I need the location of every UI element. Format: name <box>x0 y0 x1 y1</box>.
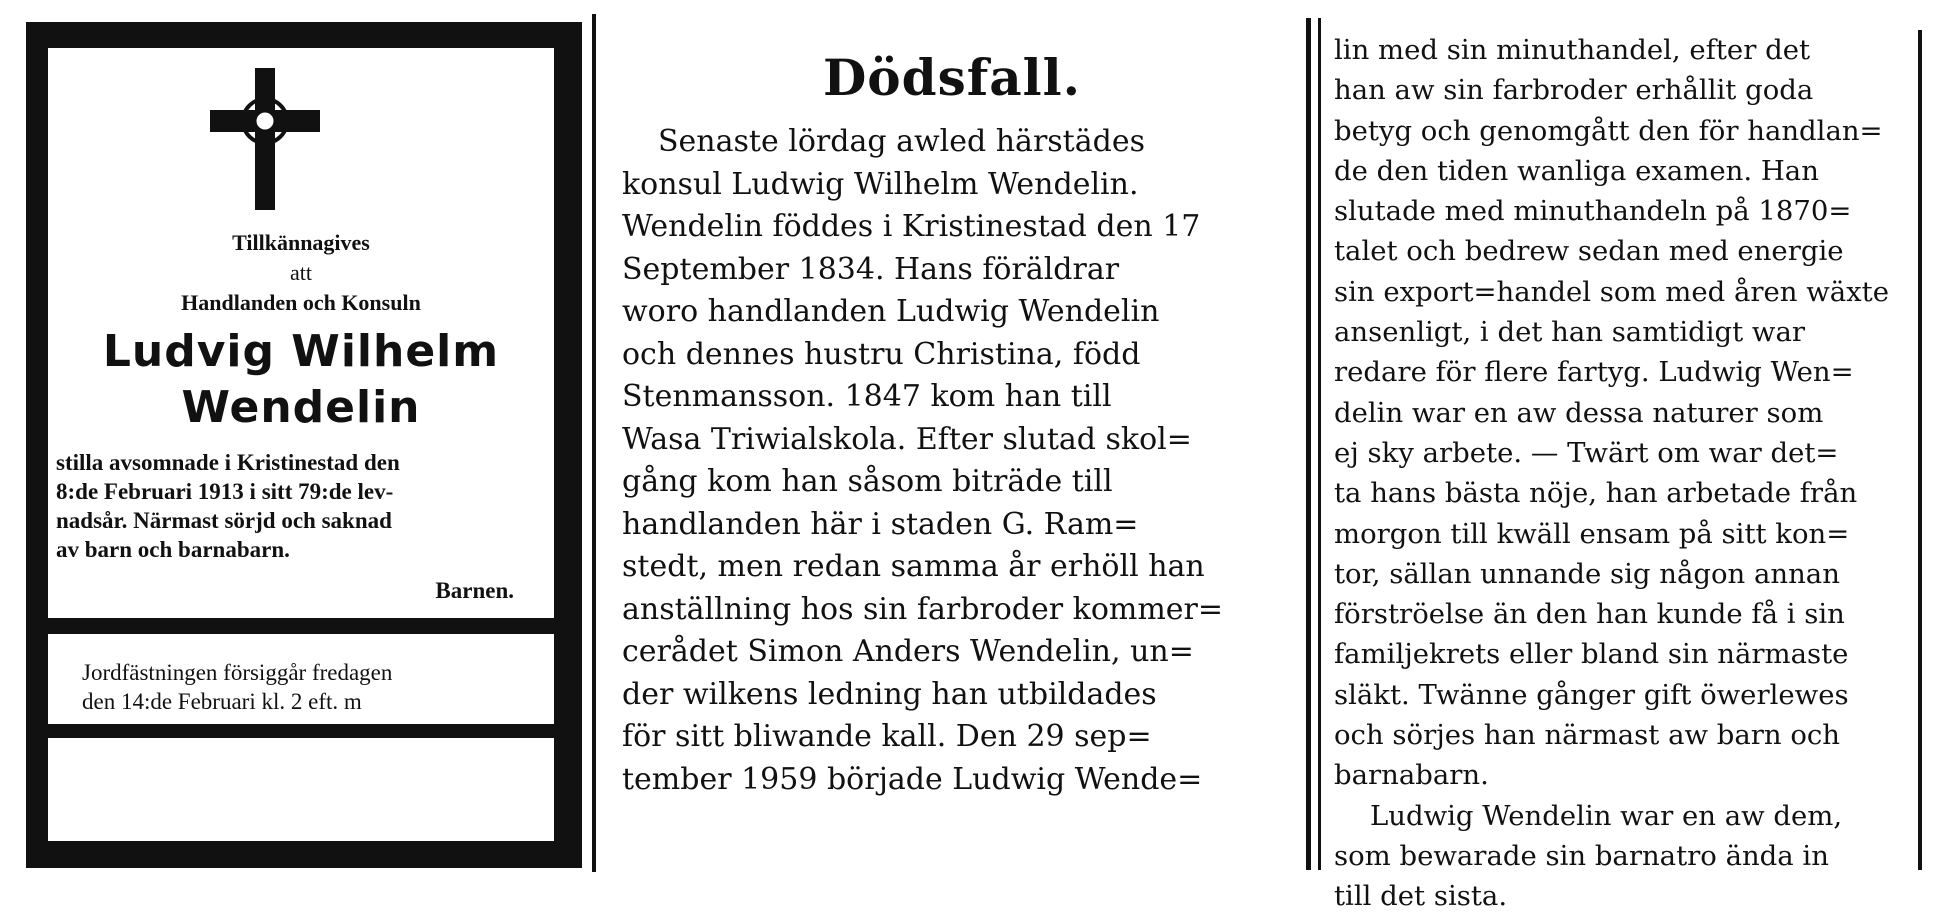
article-line: Wendelin föddes i Kristinestad den 17 <box>622 209 1201 244</box>
notice-body-line: nadsår. Närmast sörjd och saknad <box>56 508 392 533</box>
notice-divider <box>48 618 554 634</box>
article-line: Wasa Triwialskola. Efter slutad skol= <box>622 421 1192 457</box>
article-line: redare för flere fartyg. Ludwig Wen= <box>1334 356 1854 389</box>
article-line: handlanden här i staden G. Ram= <box>622 506 1139 542</box>
article-line: slutade med minuthandeln på 1870= <box>1334 195 1852 228</box>
article-line: och sörjes han närmast aw barn och <box>1334 719 1841 752</box>
notice-name-line2: Wendelin <box>181 382 421 433</box>
notice-name-line1: Ludvig Wilhelm <box>102 326 500 377</box>
column-rule <box>1318 18 1321 870</box>
article-text-col2 <box>1334 30 1924 917</box>
article-line: som bewarade sin barnatro ända in <box>1334 839 1829 872</box>
notice-funeral-line: Jordfästningen försiggår fredagen <box>82 660 393 685</box>
article-line: förströelse än den han kunde få i sin <box>1334 598 1845 631</box>
notice-body <box>56 448 546 564</box>
obituary-notice <box>48 48 554 841</box>
article-line: ta hans bästa nöje, han arbetade från <box>1334 477 1858 510</box>
article-line: woro handlanden Ludwig Wendelin <box>622 294 1160 329</box>
article-line: September 1834. Hans föräldrar <box>622 251 1120 287</box>
article-line: stedt, men redan samma år erhöll han <box>622 549 1205 584</box>
article-line: de den tiden wanliga examen. Han <box>1334 154 1819 187</box>
notice-body-line: 8:de Februari 1913 i sitt 79:de lev- <box>56 479 394 504</box>
article-line: talet och bedrew sedan med energie <box>1334 235 1844 268</box>
column-rule <box>592 14 596 872</box>
article-line: konsul Ludwig Wilhelm Wendelin. <box>622 166 1139 202</box>
article-line: der wilkens ledning han utbildades <box>622 676 1157 712</box>
notice-att: att <box>290 260 312 285</box>
notice-body-line: stilla avsomnade i Kristinestad den <box>56 450 400 475</box>
article-line: lin med sin minuthandel, efter det <box>1334 34 1811 66</box>
article-line: och dennes hustru Christina, född <box>622 336 1141 372</box>
article-line: cerådet Simon Anders Wendelin, un= <box>622 634 1194 669</box>
notice-funeral-line: den 14:de Februari kl. 2 eft. m <box>82 689 362 714</box>
column-rule <box>1306 18 1311 870</box>
notice-title: Handlanden och Konsuln <box>181 290 421 315</box>
article-line: släkt. Twänne gånger gift öwerlewes <box>1334 678 1849 711</box>
article-column-1 <box>622 40 1282 801</box>
article-line: Ludwig Wendelin war en aw dem, <box>1370 799 1843 832</box>
article-heading: Dödsfall. <box>822 48 1082 107</box>
article-line: för sitt bliwande kall. Den 29 sep= <box>622 719 1152 754</box>
article-line: betyg och genomgått den för handlan= <box>1334 114 1883 147</box>
article-line: Stenmansson. 1847 kom han till <box>622 379 1112 414</box>
article-line: ej sky arbete. — Twärt om war det= <box>1334 436 1839 469</box>
article-line: Senaste lördag awled härstädes <box>658 124 1145 159</box>
article-line: anställning hos sin farbroder kommer= <box>622 591 1224 627</box>
article-line: han aw sin farbroder erhållit goda <box>1334 74 1814 107</box>
article-line: tember 1959 började Ludwig Wende= <box>622 761 1203 797</box>
cross-icon <box>210 68 320 210</box>
article-line: tor, sällan unnande sig någon annan <box>1334 557 1840 590</box>
article-column-2 <box>1334 30 1924 917</box>
article-line: sin export=handel som med åren wäxte <box>1334 275 1889 308</box>
article-line: gång kom han såsom biträde till <box>622 464 1113 499</box>
notice-body-line: av barn och barnabarn. <box>56 537 290 562</box>
article-text-col1 <box>622 121 1282 801</box>
notice-signature: Barnen. <box>435 578 514 603</box>
article-line: barnabarn. <box>1334 759 1489 792</box>
article-line: morgon till kwäll ensam på sitt kon= <box>1334 517 1850 550</box>
article-line: delin war en aw dessa naturer som <box>1334 396 1824 429</box>
notice-funeral <box>82 658 552 716</box>
article-line: familjekrets eller bland sin närmaste <box>1334 638 1849 671</box>
notice-bottom-rule <box>48 724 554 738</box>
article-line: till det sista. <box>1334 880 1508 913</box>
article-line: ansenligt, i det han samtidigt war <box>1334 316 1806 349</box>
notice-intro: Tillkännagives <box>232 230 370 255</box>
